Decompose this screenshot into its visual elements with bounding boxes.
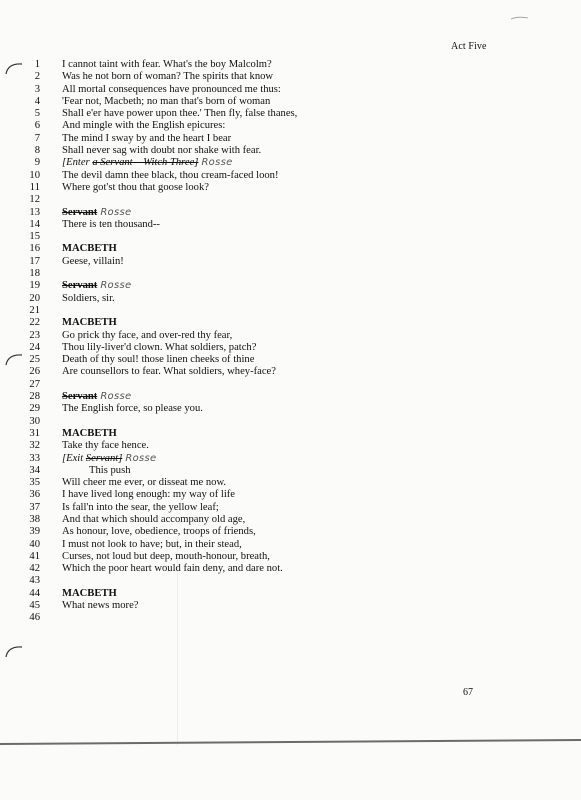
script-line <box>0 305 581 317</box>
script-line <box>0 502 581 514</box>
stage-direction-text: [Enter <box>62 157 93 169</box>
line-number: 6 <box>34 120 40 132</box>
line-number: 8 <box>34 145 40 157</box>
line-number: 40 <box>29 538 40 550</box>
line-text: Thou lily-liver'd clown. What soldiers, patch? <box>62 341 257 353</box>
struck-speaker-name: Servant <box>62 206 98 218</box>
script-line <box>0 526 581 538</box>
line-number: 11 <box>29 181 40 193</box>
line-number: 2 <box>34 71 40 83</box>
script-line <box>0 71 581 83</box>
line-number: 38 <box>29 513 40 525</box>
script-line <box>0 489 581 501</box>
line-text: Will cheer me ever, or disseat me now. <box>62 477 227 489</box>
line-number: 13 <box>29 206 40 218</box>
line-number: 43 <box>29 575 40 587</box>
script-line <box>0 280 581 292</box>
line-number: 9 <box>34 157 40 169</box>
line-text: Where got'st thou that goose look? <box>62 181 209 193</box>
script-line <box>0 575 581 587</box>
line-text: The devil damn thee black, thou cream-faced loon! <box>62 169 279 181</box>
script-line <box>0 551 581 563</box>
line-number: 34 <box>29 464 40 476</box>
line-number: 46 <box>29 612 40 624</box>
speaker-revision <box>62 280 131 292</box>
script-line <box>0 354 581 366</box>
script-line <box>0 416 581 428</box>
line-text: I must not look to have; but, in their stead, <box>62 538 242 550</box>
line-text: I have lived long enough: my way of life <box>62 489 235 501</box>
line-text: The mind I sway by and the heart I bear <box>62 132 232 144</box>
line-text: 'Fear not, Macbeth; no man that's born of woman <box>62 95 271 107</box>
script-line <box>0 293 581 305</box>
script-line <box>0 157 581 169</box>
page-number: 67 <box>463 687 473 698</box>
script-line <box>0 59 581 71</box>
line-number: 30 <box>29 415 40 427</box>
margin-bracket-icon <box>4 61 24 75</box>
script-line <box>0 440 581 452</box>
line-number: 35 <box>29 477 40 489</box>
script-line <box>0 453 581 465</box>
script-line <box>0 268 581 280</box>
stage-direction <box>62 453 156 465</box>
script-line <box>0 256 581 268</box>
line-number: 12 <box>29 194 40 206</box>
script-line <box>0 465 581 477</box>
line-text: Which the poor heart would fain deny, and dare not. <box>62 563 283 575</box>
line-number: 17 <box>29 255 40 267</box>
script-line <box>0 120 581 132</box>
struck-text: a Servant – Witch Three] <box>92 157 199 169</box>
line-text: Death of thy soul! those linen cheeks of thine <box>62 354 255 366</box>
script-line <box>0 96 581 108</box>
speaker-revision <box>62 207 131 219</box>
fold-crease <box>177 536 178 746</box>
line-number: 41 <box>29 550 40 562</box>
line-number: 22 <box>29 317 40 329</box>
handwritten-annotation: Rosse <box>100 391 132 403</box>
line-number: 5 <box>34 108 40 120</box>
line-number: 28 <box>29 391 40 403</box>
line-text: Geese, villain! <box>62 255 124 267</box>
stage-direction <box>62 157 233 169</box>
line-text: There is ten thousand-- <box>62 218 160 230</box>
line-number: 29 <box>29 403 40 415</box>
line-number: 25 <box>29 354 40 366</box>
script-line <box>0 133 581 145</box>
line-text: The English force, so please you. <box>62 403 203 415</box>
line-number: 4 <box>34 95 40 107</box>
script-line <box>0 317 581 329</box>
line-text: Go prick thy face, and over-red thy fear, <box>62 329 233 341</box>
struck-speaker-name: Servant <box>62 280 98 292</box>
handwritten-annotation: Rosse <box>201 157 233 169</box>
stage-direction-text: [Exit <box>62 452 86 464</box>
script-line <box>0 330 581 342</box>
script-line <box>0 207 581 219</box>
script-line <box>0 231 581 243</box>
line-text: Soldiers, sir. <box>62 292 115 304</box>
line-number: 45 <box>29 600 40 612</box>
line-text: All mortal consequences have pronounced me thus: <box>62 83 281 95</box>
line-text: What news more? <box>62 600 139 612</box>
line-number: 10 <box>29 169 40 181</box>
script-line <box>0 539 581 551</box>
margin-bracket-icon <box>4 352 24 366</box>
line-number: 1 <box>34 59 40 70</box>
margin-bracket-icon <box>4 644 24 658</box>
line-number: 37 <box>29 501 40 513</box>
script-line <box>0 379 581 391</box>
struck-text: Servant] <box>85 452 123 464</box>
handwritten-annotation: Rosse <box>125 452 157 464</box>
line-number: 21 <box>29 304 40 316</box>
script-line <box>0 403 581 415</box>
speaker-name: MACBETH <box>62 317 117 329</box>
line-text: And mingle with the English epicures: <box>62 120 226 132</box>
handwritten-annotation: Rosse <box>100 206 132 218</box>
handwritten-annotation: Rosse <box>100 280 132 292</box>
script-line <box>0 342 581 354</box>
line-number: 15 <box>29 231 40 243</box>
script-line <box>0 428 581 440</box>
script-line <box>0 514 581 526</box>
script-line <box>0 243 581 255</box>
line-number: 27 <box>29 378 40 390</box>
line-number: 18 <box>29 268 40 280</box>
line-text: Shall e'er have power upon thee.' Then fly, false thanes, <box>62 108 298 120</box>
script-line <box>0 588 581 600</box>
speaker-name: MACBETH <box>62 427 117 439</box>
line-number: 3 <box>34 83 40 95</box>
script-line <box>0 84 581 96</box>
speaker-name: MACBETH <box>62 243 117 255</box>
line-number: 32 <box>29 440 40 452</box>
line-number: 44 <box>29 587 40 599</box>
line-number: 33 <box>29 452 40 464</box>
line-number: 26 <box>29 366 40 378</box>
line-text: I cannot taint with fear. What's the boy Malcolm? <box>62 59 272 70</box>
script-line <box>0 563 581 575</box>
line-number: 14 <box>29 218 40 230</box>
line-text: And that which should accompany old age, <box>62 513 246 525</box>
script-line <box>0 391 581 403</box>
speaker-revision <box>62 391 131 403</box>
script-line <box>0 145 581 157</box>
act-header: Act Five <box>451 41 487 52</box>
script-line <box>0 108 581 120</box>
struck-speaker-name: Servant <box>62 391 98 403</box>
script-line <box>0 170 581 182</box>
line-number: 36 <box>29 489 40 501</box>
line-text: Curses, not loud but deep, mouth-honour, breath, <box>62 550 270 562</box>
script-line <box>0 477 581 489</box>
page-bottom-edge <box>0 739 581 745</box>
line-number: 42 <box>29 563 40 575</box>
script-lines <box>0 59 581 625</box>
line-number: 39 <box>29 526 40 538</box>
pencil-mark-icon <box>510 15 530 21</box>
script-line <box>0 182 581 194</box>
line-number: 20 <box>29 292 40 304</box>
line-number: 7 <box>34 132 40 144</box>
line-number: 31 <box>29 427 40 439</box>
line-text: Shall never sag with doubt nor shake with fear. <box>62 145 262 157</box>
line-number: 23 <box>29 329 40 341</box>
script-line <box>0 612 581 624</box>
line-text: As honour, love, obedience, troops of friends, <box>62 526 256 538</box>
line-number: 16 <box>29 243 40 255</box>
script-line <box>0 219 581 231</box>
line-text: Was he not born of woman? The spirits that know <box>62 71 274 83</box>
line-text: This push <box>89 464 131 476</box>
script-line <box>0 600 581 612</box>
line-number: 24 <box>29 341 40 353</box>
line-text: Take thy face hence. <box>62 440 149 452</box>
line-text: Is fall'n into the sear, the yellow leaf; <box>62 501 219 513</box>
speaker-name: MACBETH <box>62 587 117 599</box>
line-text: Are counsellors to fear. What soldiers, whey-face? <box>62 366 276 378</box>
line-number: 19 <box>29 280 40 292</box>
script-line <box>0 366 581 378</box>
script-line <box>0 194 581 206</box>
